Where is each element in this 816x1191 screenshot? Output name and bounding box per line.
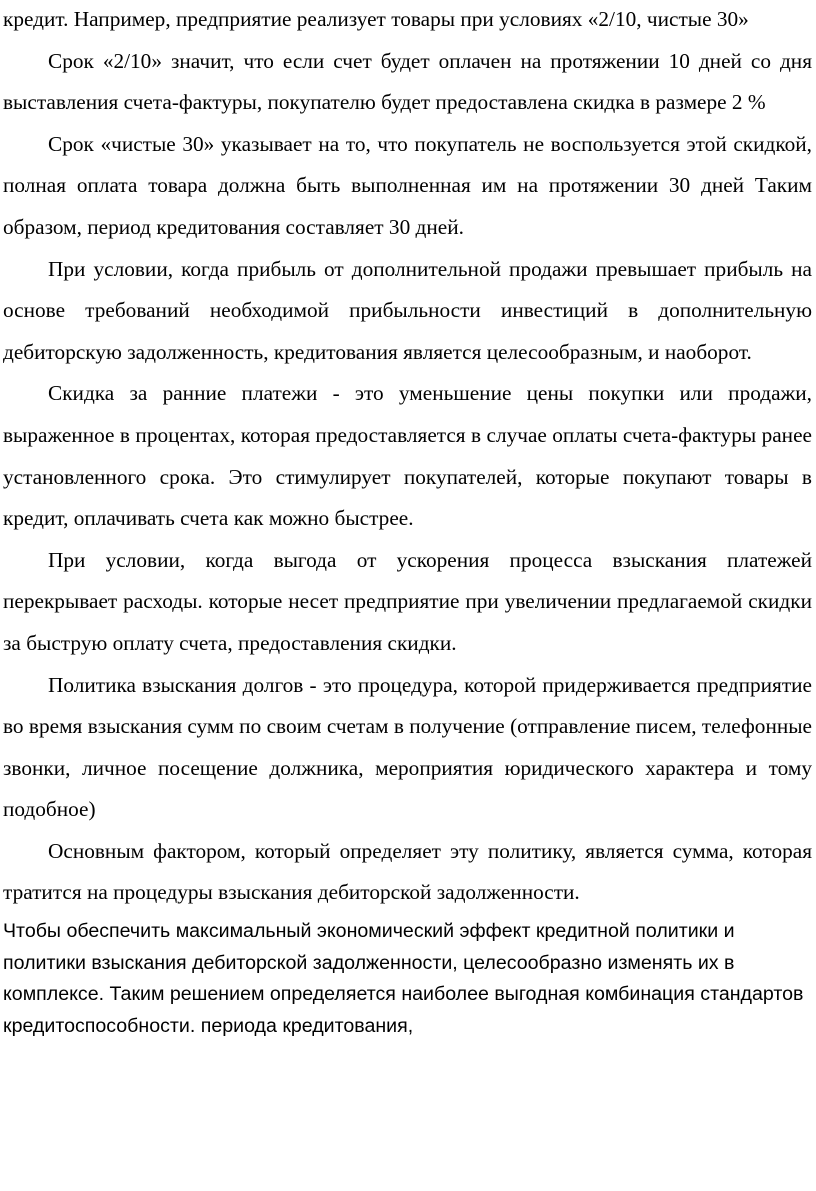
paragraph-continuation: кредит. Например, предприятие реализует товары при условиях «2/10, чистые 30» bbox=[3, 7, 749, 31]
paragraph-early-payment-discount: Скидка за ранние платежи - это уменьшение цены покупки или продажи, выраженное в процентах, которая предоставляется в случае оплаты счета-фактуры ранее установленного срока. Это стимулирует покупателей, которые покупают товары в кредит, оплачивать счета как можно быстрее. bbox=[3, 381, 812, 531]
paragraph-combined-policy: Чтобы обеспечить максимальный экономический эффект кредитной политики и политики взыскания дебиторской задолженности, целесообразно изменять их в комплексе. Таким решением определяется наиболее выгодная комбинация стандартов кредитоспособности. периода кредитования, bbox=[3, 920, 804, 1037]
paragraph-term-net-30: Срок «чистые 30» указывает на то, что покупатель не воспользуется этой скидкой, полная оплата товара должна быть выполненная им на протяжении 30 дней Таким образом, период кредитования составляет 30 дней. bbox=[3, 131, 812, 239]
paragraph-profit-condition: При условии, когда прибыль от дополнительной продажи превышает прибыль на основе требований необходимой прибыльности инвестиций в дополнительную дебиторскую задолженность, кредитования является целесообразным, и наоборот. bbox=[3, 256, 812, 364]
paragraph-collection-benefit: При условии, когда выгода от ускорения процесса взыскания платежей перекрывает расходы. которые несет предприятие при увеличении предлагаемой скидки за быструю оплату счета, предоставления скидки. bbox=[3, 547, 812, 655]
paragraph-collection-policy: Политика взыскания долгов - это процедура, которой придерживается предприятие во время взыскания сумм по своим счетам в получение (отправление писем, телефонные звонки, личное посещение должника, мероприятия юридического характера и тому подобное) bbox=[3, 672, 812, 822]
paragraph-term-2-10: Срок «2/10» значит, что если счет будет оплачен на протяжении 10 дней со дня выставления счета-фактуры, покупателю будет предоставлена скидка в размере 2 % bbox=[3, 48, 812, 115]
paragraph-main-factor: Основным фактором, который определяет эту политику, является сумма, которая тратится на процедуры взыскания дебиторской задолженности. bbox=[3, 838, 812, 905]
